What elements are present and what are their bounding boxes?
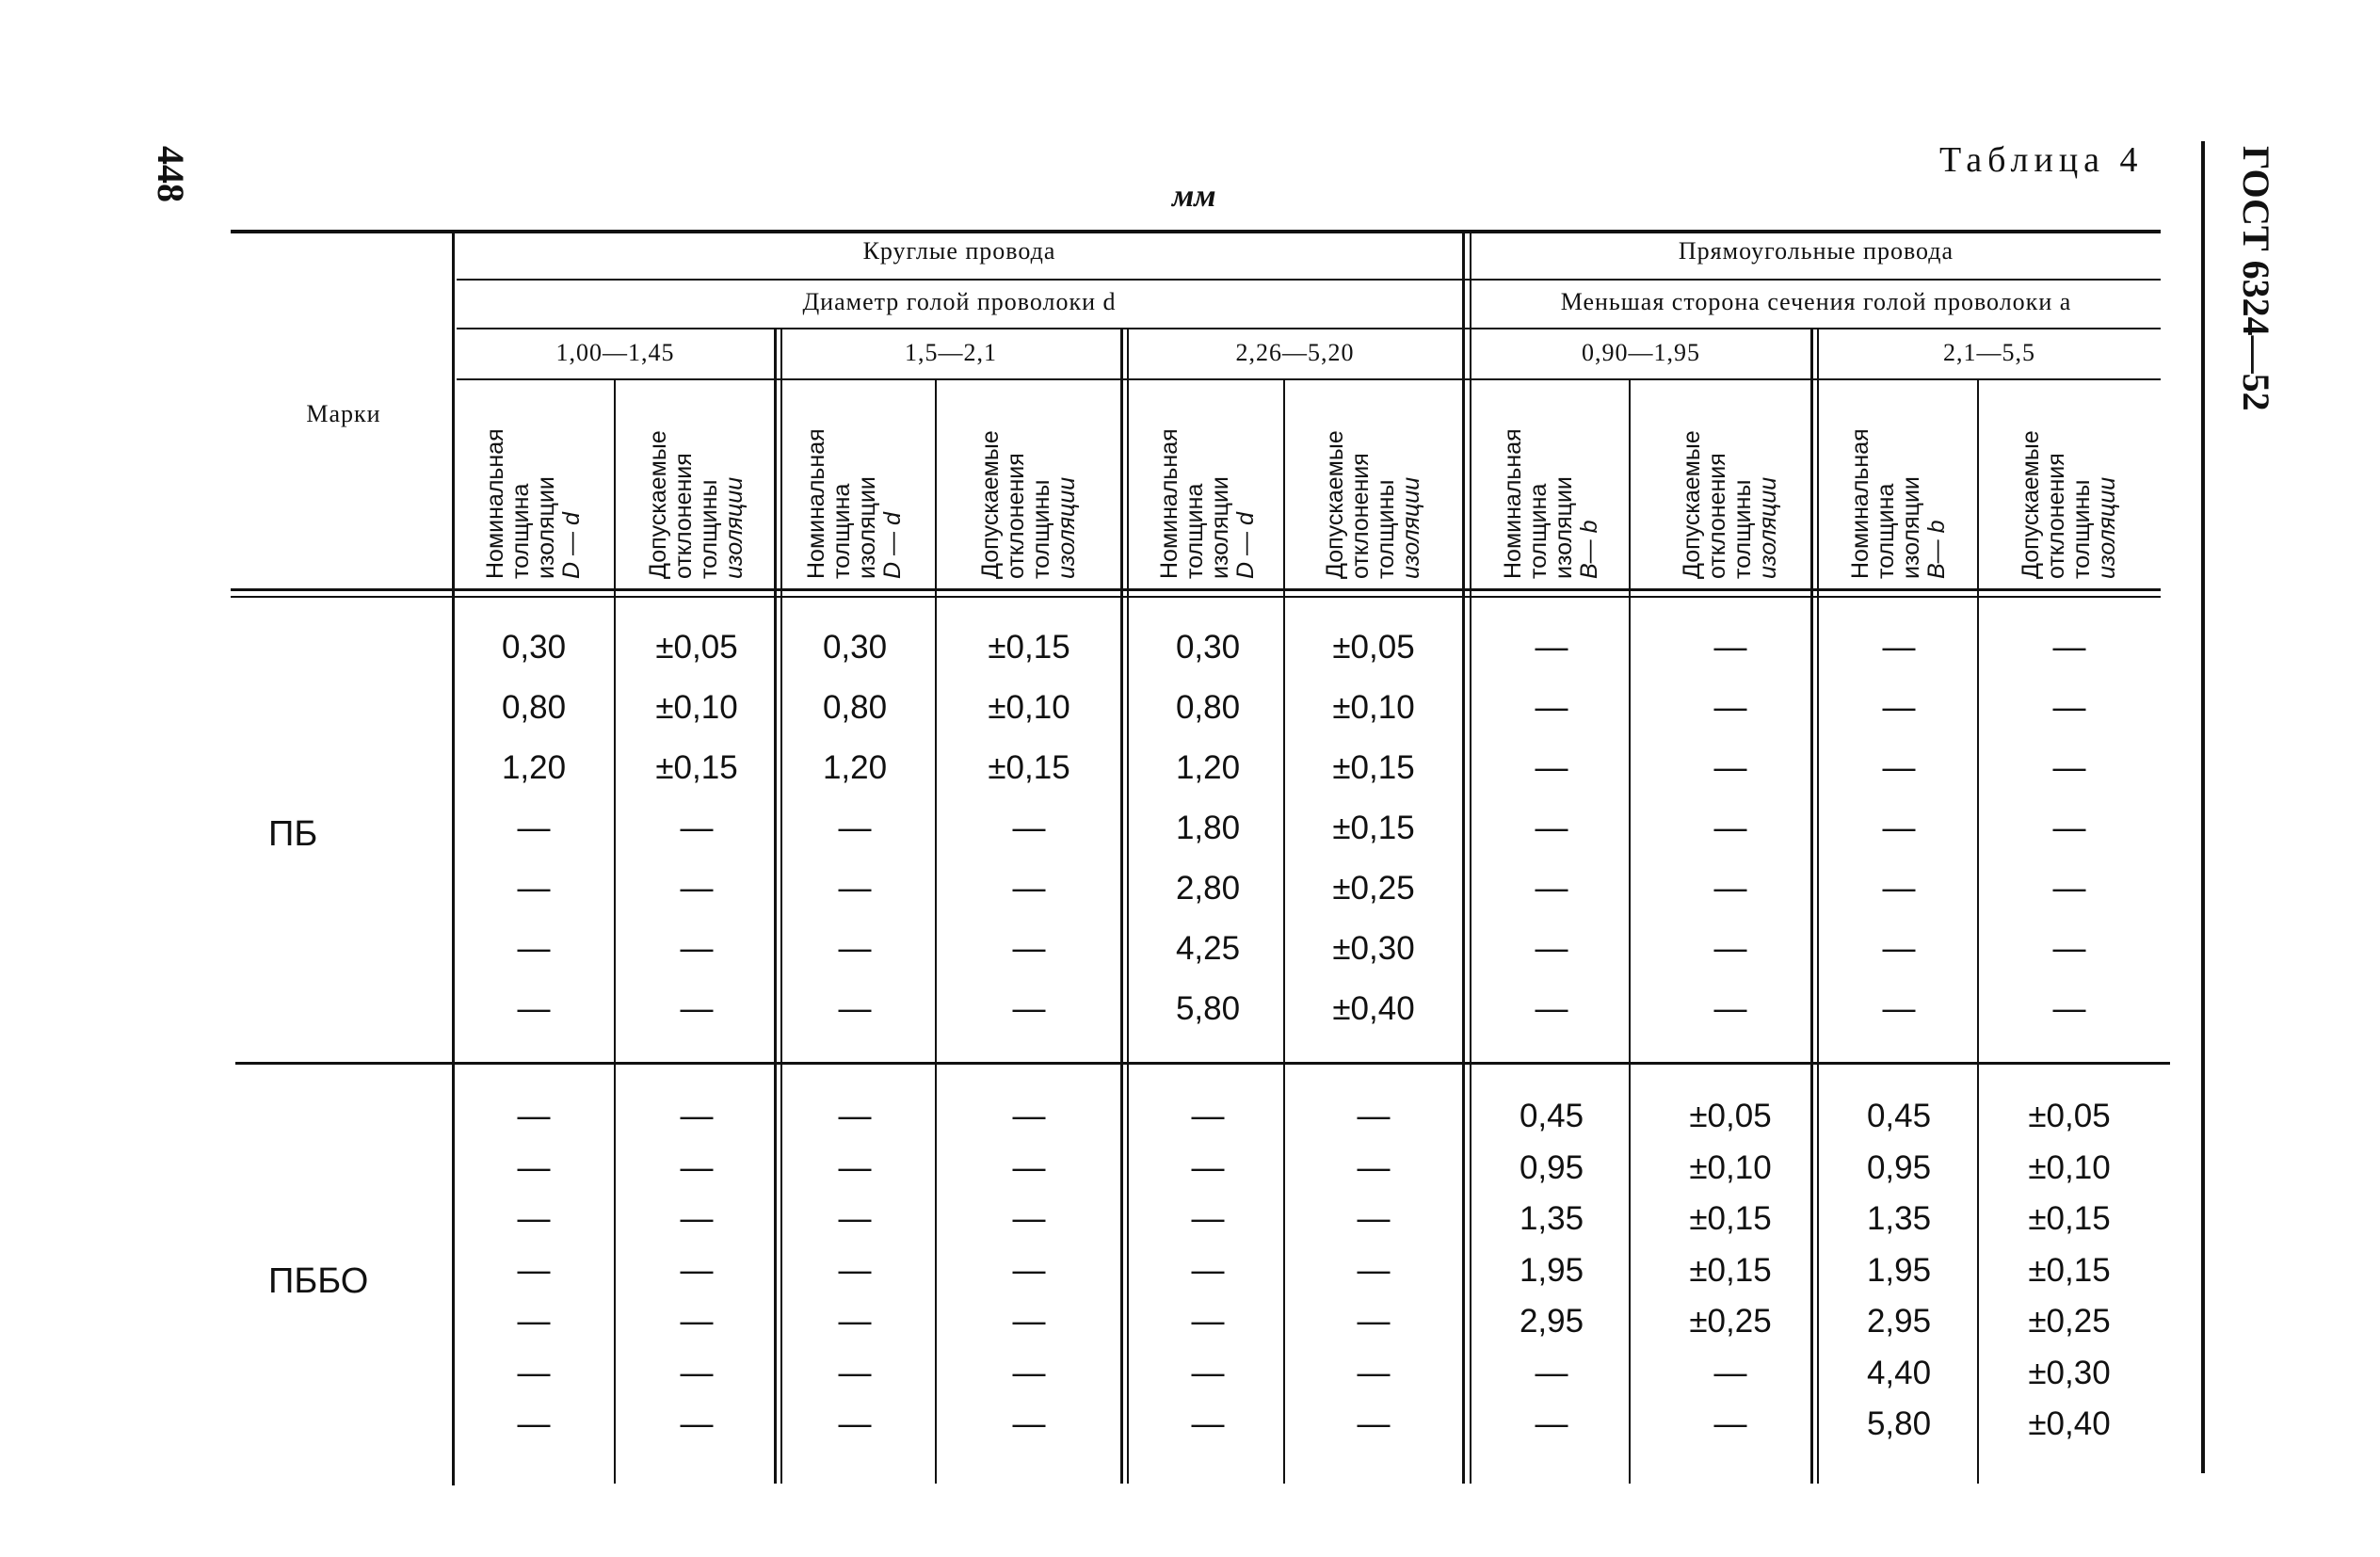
col-rule-9 xyxy=(1977,380,1979,1484)
rule-header-bottom-2 xyxy=(231,596,2161,598)
col-rule-marks xyxy=(452,233,455,1485)
table-cell: ±0,25 xyxy=(1332,870,1415,907)
column-header-line: Допускаемые xyxy=(977,430,1004,579)
table-cell: 0,45 xyxy=(1866,1098,1932,1134)
table-cell: — xyxy=(2052,749,2086,786)
table-cell: 0,30 xyxy=(1175,629,1241,666)
column-header-line: Допускаемые xyxy=(1679,430,1705,579)
column-header-line: отклонения xyxy=(1347,453,1374,579)
table-cell: 1,95 xyxy=(1866,1251,1932,1289)
table-cell: ±0,15 xyxy=(1332,810,1415,846)
table-cell: 5,80 xyxy=(1175,990,1241,1027)
column-header-line: изоляции xyxy=(533,476,559,579)
table-cell: 0,30 xyxy=(501,629,567,666)
column-header-line: D — d xyxy=(1232,512,1259,579)
table-cell: ±0,15 xyxy=(988,749,1070,786)
table-cell: ±0,05 xyxy=(2028,1098,2111,1134)
table-cell: 1,95 xyxy=(1519,1251,1584,1289)
column-header-9 xyxy=(1848,428,1950,579)
table-cell: — xyxy=(1535,870,1568,907)
table-cell: — xyxy=(1882,629,1916,666)
column-header-line: изоляции xyxy=(2094,476,2120,579)
column-header-8 xyxy=(1680,430,1781,579)
row-label-pbbo: ПББО xyxy=(268,1261,369,1301)
table-cell: — xyxy=(838,1303,872,1340)
table-cell: — xyxy=(1882,689,1916,726)
column-header-line: Допускаемые xyxy=(645,430,671,579)
column-header-10 xyxy=(2018,430,2120,579)
table-cell: — xyxy=(1713,990,1747,1027)
table-cell: — xyxy=(838,1354,872,1391)
column-header-line: толщины xyxy=(1028,479,1054,579)
table-cell: — xyxy=(1012,1354,1046,1391)
table-cell: — xyxy=(517,1200,551,1237)
table-cell: 0,45 xyxy=(1519,1098,1584,1134)
page-number: 448 xyxy=(150,146,192,202)
table-cell: — xyxy=(1882,990,1916,1027)
rule-section xyxy=(235,1062,2170,1065)
table-cell: — xyxy=(680,1251,714,1289)
column-header-2 xyxy=(646,430,748,579)
table-cell: — xyxy=(1191,1303,1225,1340)
table-cell: — xyxy=(517,1354,551,1391)
table-cell: — xyxy=(680,1354,714,1391)
col-rule-8 xyxy=(1810,329,1813,1484)
col-rule-3 xyxy=(935,380,937,1484)
table-cell: 2,95 xyxy=(1519,1303,1584,1340)
table-cell: — xyxy=(517,930,551,967)
column-header-7 xyxy=(1501,428,1602,579)
table-cell: — xyxy=(1713,810,1747,846)
table-cell: — xyxy=(1191,1098,1225,1134)
table-cell: — xyxy=(517,870,551,907)
table-cell: ±0,15 xyxy=(2028,1200,2111,1237)
table-cell: ±0,30 xyxy=(2028,1354,2111,1391)
table-cell: 1,80 xyxy=(1175,810,1241,846)
column-header-line: толщина xyxy=(1525,483,1552,579)
table-cell: — xyxy=(838,870,872,907)
table-cell: — xyxy=(1357,1303,1391,1340)
table-cell: — xyxy=(517,1405,551,1442)
table-cell: — xyxy=(517,990,551,1027)
table-cell: ±0,15 xyxy=(988,629,1070,666)
table-cell: 0,30 xyxy=(822,629,888,666)
table-cell: ±0,15 xyxy=(655,749,738,786)
column-header-line: толщина xyxy=(828,483,855,579)
column-header-line: изоляции xyxy=(1053,476,1080,579)
table-cell: ±0,10 xyxy=(2028,1148,2111,1186)
column-header-line: изоляции xyxy=(854,476,880,579)
table-cell: — xyxy=(838,990,872,1027)
table-cell: — xyxy=(517,1303,551,1340)
table-cell: ±0,10 xyxy=(988,689,1070,726)
table-cell: — xyxy=(1713,1405,1747,1442)
table-cell: 2,80 xyxy=(1175,870,1241,907)
group-rect-header: Прямоугольные провода xyxy=(1678,237,1954,265)
table-cell: — xyxy=(2052,629,2086,666)
marks-header: Марки xyxy=(306,400,381,427)
table-cell: — xyxy=(2052,930,2086,967)
table-cell: 0,80 xyxy=(501,689,567,726)
col-rule-4b xyxy=(1127,329,1129,1484)
column-header-4 xyxy=(978,430,1080,579)
column-header-line: изоляции xyxy=(1398,476,1424,579)
table-cell: — xyxy=(2052,870,2086,907)
column-header-line: отклонения xyxy=(670,453,697,579)
table-cell: — xyxy=(2052,810,2086,846)
table-cell: — xyxy=(838,1098,872,1134)
table-cell: — xyxy=(517,1148,551,1186)
column-header-line: толщина xyxy=(1873,483,1899,579)
table-cell: 1,20 xyxy=(501,749,567,786)
table-cell: — xyxy=(1357,1405,1391,1442)
table-cell: — xyxy=(1012,990,1046,1027)
column-header-5 xyxy=(1157,428,1259,579)
rule-range xyxy=(457,378,2161,380)
table-cell: ±0,05 xyxy=(1332,629,1415,666)
column-header-line: Допускаемые xyxy=(2018,430,2044,579)
column-header-line: толщины xyxy=(1373,479,1399,579)
column-header-line: Номинальная xyxy=(482,428,508,579)
column-header-line: D — d xyxy=(879,512,906,579)
col-rule-7 xyxy=(1629,380,1631,1484)
table-cell: — xyxy=(2052,689,2086,726)
column-header-line: изоляции xyxy=(1755,476,1781,579)
table-cell: ±0,15 xyxy=(1689,1251,1772,1289)
table-cell: 1,35 xyxy=(1866,1200,1932,1237)
col-rule-6 xyxy=(1462,230,1465,1484)
table-cell: ±0,10 xyxy=(655,689,738,726)
column-header-line: Номинальная xyxy=(803,428,829,579)
row-label-pb: ПБ xyxy=(268,814,318,854)
rule-sub xyxy=(457,328,2161,329)
table-cell: — xyxy=(517,810,551,846)
table-cell: — xyxy=(1012,1200,1046,1237)
table-cell: — xyxy=(1012,810,1046,846)
table-title: Таблица 4 xyxy=(1939,140,2144,180)
table-cell: — xyxy=(1357,1098,1391,1134)
table-cell: — xyxy=(1191,1251,1225,1289)
table-cell: 0,95 xyxy=(1866,1148,1932,1186)
column-header-line: D — d xyxy=(558,512,585,579)
col-rule-2 xyxy=(774,329,777,1484)
table-cell: — xyxy=(680,1098,714,1134)
table-cell: 1,35 xyxy=(1519,1200,1584,1237)
table-cell: — xyxy=(1012,1251,1046,1289)
column-header-line: толщины xyxy=(1729,479,1756,579)
rule-group xyxy=(457,279,2161,281)
table-cell: — xyxy=(1012,1405,1046,1442)
table-cell: 0,80 xyxy=(822,689,888,726)
column-header-1 xyxy=(483,428,585,579)
table-cell: — xyxy=(1357,1148,1391,1186)
column-header-line: Номинальная xyxy=(1500,428,1526,579)
column-header-line: Допускаемые xyxy=(1322,430,1348,579)
table-cell: — xyxy=(517,1251,551,1289)
table-cell: 1,20 xyxy=(822,749,888,786)
table-cell: — xyxy=(1357,1251,1391,1289)
table-cell: — xyxy=(1713,930,1747,967)
column-header-line: отклонения xyxy=(1003,453,1029,579)
column-header-line: изоляции xyxy=(1551,476,1577,579)
table-cell: — xyxy=(1535,629,1568,666)
column-header-line: толщина xyxy=(507,483,534,579)
side-title: ГОСТ 6324—52 xyxy=(2235,146,2277,411)
table-cell: — xyxy=(1535,810,1568,846)
side-rule xyxy=(2201,141,2205,1473)
table-cell: ±0,15 xyxy=(2028,1251,2111,1289)
table-cell: — xyxy=(838,930,872,967)
rule-header-bottom xyxy=(231,588,2161,591)
table-cell: — xyxy=(680,870,714,907)
table-cell: — xyxy=(1191,1148,1225,1186)
column-header-line: толщины xyxy=(2068,479,2095,579)
table-cell: — xyxy=(1713,1354,1747,1391)
range-header-4: 0,90—1,95 xyxy=(1582,339,1700,366)
table-cell: — xyxy=(838,1200,872,1237)
column-header-line: Номинальная xyxy=(1847,428,1873,579)
group-round-header: Круглые провода xyxy=(862,237,1056,265)
table-cell: — xyxy=(1012,1303,1046,1340)
table-cell: — xyxy=(680,1200,714,1237)
table-cell: — xyxy=(680,1405,714,1442)
column-header-line: изоляции xyxy=(1898,476,1924,579)
column-header-line: Номинальная xyxy=(1156,428,1182,579)
table-cell: ±0,15 xyxy=(1689,1200,1772,1237)
table-cell: — xyxy=(1882,749,1916,786)
col-rule-1 xyxy=(614,380,616,1484)
table-cell: — xyxy=(1713,870,1747,907)
table-cell: — xyxy=(1882,930,1916,967)
table-cell: — xyxy=(680,1303,714,1340)
col-rule-6b xyxy=(1470,230,1471,1484)
table-cell: — xyxy=(1535,689,1568,726)
table-cell: — xyxy=(1012,1098,1046,1134)
table-cell: — xyxy=(838,1251,872,1289)
column-header-line: отклонения xyxy=(2043,453,2069,579)
table-cell: ±0,30 xyxy=(1332,930,1415,967)
table-cell: 0,80 xyxy=(1175,689,1241,726)
table-cell: — xyxy=(1357,1200,1391,1237)
table-cell: — xyxy=(680,990,714,1027)
table-cell: — xyxy=(1191,1405,1225,1442)
table-cell: 5,80 xyxy=(1866,1405,1932,1442)
table-cell: — xyxy=(1012,1148,1046,1186)
table-cell: — xyxy=(1713,749,1747,786)
range-header-1: 1,00—1,45 xyxy=(555,339,675,366)
column-header-line: отклонения xyxy=(1704,453,1730,579)
table-cell: 2,95 xyxy=(1866,1303,1932,1340)
table-cell: — xyxy=(1882,870,1916,907)
table-cell: — xyxy=(2052,990,2086,1027)
sub-round-header: Диаметр голой проволоки d xyxy=(802,288,1117,315)
table-cell: ±0,40 xyxy=(1332,990,1415,1027)
table-cell: ±0,05 xyxy=(655,629,738,666)
table-cell: — xyxy=(1191,1200,1225,1237)
range-header-2: 1,5—2,1 xyxy=(905,339,997,366)
table-cell: ±0,15 xyxy=(1332,749,1415,786)
table-cell: — xyxy=(838,810,872,846)
table-cell: — xyxy=(838,1405,872,1442)
table-cell: ±0,10 xyxy=(1689,1148,1772,1186)
col-rule-8b xyxy=(1817,329,1819,1484)
table-cell: 4,40 xyxy=(1866,1354,1932,1391)
range-header-5: 2,1—5,5 xyxy=(1943,339,2035,366)
table-cell: ±0,25 xyxy=(1689,1303,1772,1340)
table-cell: 1,20 xyxy=(1175,749,1241,786)
table-cell: ±0,10 xyxy=(1332,689,1415,726)
table-cell: — xyxy=(1713,629,1747,666)
table-cell: — xyxy=(1535,1405,1568,1442)
range-header-3: 2,26—5,20 xyxy=(1235,339,1355,366)
column-header-line: B— b xyxy=(1923,520,1950,579)
table-cell: ±0,05 xyxy=(1689,1098,1772,1134)
units-label: мм xyxy=(1172,179,1216,214)
table-cell: — xyxy=(1882,810,1916,846)
table-cell: — xyxy=(1191,1354,1225,1391)
column-header-line: изоляции xyxy=(721,476,748,579)
col-rule-5 xyxy=(1283,380,1285,1484)
table-cell: — xyxy=(1535,1354,1568,1391)
table-cell: 4,25 xyxy=(1175,930,1241,967)
table-cell: — xyxy=(1535,990,1568,1027)
table-cell: — xyxy=(838,1148,872,1186)
column-header-6 xyxy=(1323,430,1424,579)
table-top-rule xyxy=(231,230,2161,233)
table-cell: — xyxy=(680,930,714,967)
column-header-3 xyxy=(804,428,906,579)
column-header-line: толщина xyxy=(1182,483,1208,579)
column-header-line: толщины xyxy=(696,479,722,579)
table-cell: — xyxy=(1012,870,1046,907)
table-cell: — xyxy=(517,1098,551,1134)
col-rule-4 xyxy=(1120,329,1123,1484)
table-cell: ±0,25 xyxy=(2028,1303,2111,1340)
sub-rect-header: Меньшая сторона сечения голой проволоки a xyxy=(1560,288,2072,315)
table-cell: — xyxy=(1357,1354,1391,1391)
table-cell: 0,95 xyxy=(1519,1148,1584,1186)
table-cell: — xyxy=(1535,930,1568,967)
table-cell: — xyxy=(680,1148,714,1186)
table-cell: — xyxy=(680,810,714,846)
table-cell: — xyxy=(1012,930,1046,967)
column-header-line: изоляции xyxy=(1207,476,1233,579)
table-cell: — xyxy=(1713,689,1747,726)
table-cell: ±0,40 xyxy=(2028,1405,2111,1442)
table-cell: — xyxy=(1535,749,1568,786)
column-header-line: B— b xyxy=(1576,520,1602,579)
